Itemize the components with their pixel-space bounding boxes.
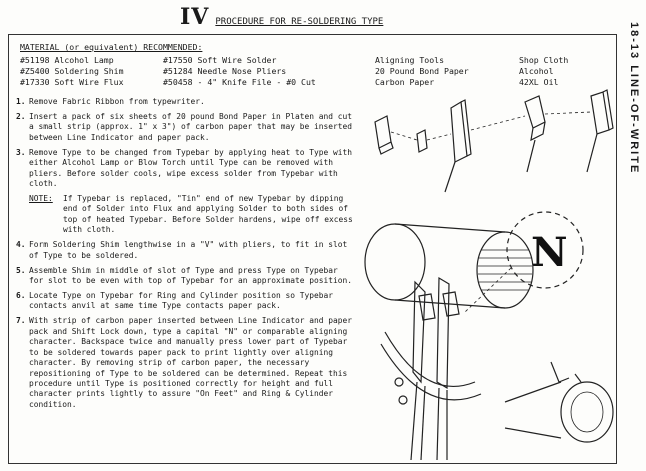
materials-col-2: [163, 55, 316, 88]
step-text: Form Soldering Shim lengthwise in a "V" with pliers, to fit in slot of Type to be soldered.: [29, 240, 348, 260]
material-item: 42XL Oil: [519, 77, 559, 87]
material-item: Carbon Paper: [375, 77, 435, 87]
material-item: 20 Pound Bond Paper: [375, 66, 469, 76]
step-1: [16, 97, 354, 107]
material-item: #Z5400 Soldering Shim: [20, 66, 124, 76]
assembly-lines-icon: [391, 112, 591, 140]
note: [29, 194, 354, 236]
material-item: Shop Cloth: [519, 55, 569, 65]
note-text: If Typebar is replaced, "Tin" end of new Typebar by dipping end of Solder into Flux and applying Solder to both sides of top of heated Typebar. Before Solder hardens, wipe off excess with cloth.: [63, 194, 353, 235]
step-text: Insert a pack of six sheets of 20 pound Bond Paper in Platen and cut a small strip (approx. 1" x 3") of carbon paper that may be inserted between Line Indicator and paper pack.: [29, 112, 353, 142]
typebar-illustration: [355, 82, 620, 462]
material-item: #17330 Soft Wire Flux: [20, 77, 124, 87]
page-title: PROCEDURE FOR RE-SOLDERING TYPE: [215, 17, 384, 27]
step-6: [16, 291, 354, 312]
material-item: #51198 Alcohol Lamp: [20, 55, 114, 65]
step-number: 5.: [16, 265, 26, 275]
step-text: With strip of carbon paper inserted between Line Indicator and paper pack and Shift Lock down, type a capital "N" or comparable aligning character. Backspace twice and manually press lower part of Typebar to be soldered towards paper pack to print lightly over aligning character. By removing strip of carbon paper, the necessary repositioning of Type to be soldered can be determined. Repeat this procedure until Type is positioned correctly for height and full character prints lightly to assure "On Feet" and Ring & Cylinder condition.: [29, 316, 353, 409]
materials-col-1: [20, 55, 124, 88]
aligning-character: N: [531, 229, 568, 276]
step-2: [16, 112, 354, 143]
side-label: 18-13 LINE-OF-WRITE: [628, 22, 640, 175]
side-tab: [622, 22, 644, 175]
note-label: NOTE:: [29, 194, 53, 204]
step-text: Assemble Shim in middle of slot of Type and press Type on Typebar for slot to be even with top of Typebar for an approximate position.: [29, 265, 353, 286]
step-number: 4.: [16, 240, 26, 250]
step-3: [16, 148, 354, 190]
material-item: Aligning Tools: [375, 55, 445, 65]
step-7: [16, 316, 354, 410]
step-number: 7.: [16, 316, 26, 326]
step-4: [16, 240, 354, 261]
material-item: #17550 Soft Wire Solder: [163, 55, 277, 65]
step-number: 3.: [16, 147, 26, 157]
step-text: Locate Type on Typebar for Ring and Cylinder position so Typebar contacts anvil at same time Type contacts paper pack.: [29, 291, 334, 311]
step-text: Remove Type to be changed from Typebar by applying heat to Type with either Alcohol Lamp or Blow Torch until Type can be removed with pliers. Before solder cools, wipe excess solder from Typebar with cloth.: [29, 147, 353, 189]
step-5: [16, 266, 354, 287]
procedure-steps: [16, 97, 354, 415]
section-number: IV: [180, 4, 210, 30]
type-pieces-icon: [375, 90, 613, 192]
step-number: 1.: [16, 97, 26, 106]
step-number: 6.: [16, 291, 26, 301]
step-text: Remove Fabric Ribbon from typewriter.: [29, 97, 205, 106]
material-item: #50458 - 4" Knife File - #0 Cut: [163, 77, 316, 87]
header: [180, 4, 383, 30]
illustration-svg: [355, 82, 620, 462]
materials-title: MATERIAL (or equivalent) RECOMMENDED:: [20, 42, 203, 52]
material-item: #51284 Needle Nose Pliers: [163, 66, 287, 76]
step-number: 2.: [16, 112, 26, 121]
mechanism-icon: [505, 362, 613, 442]
material-item: Alcohol: [519, 66, 554, 76]
